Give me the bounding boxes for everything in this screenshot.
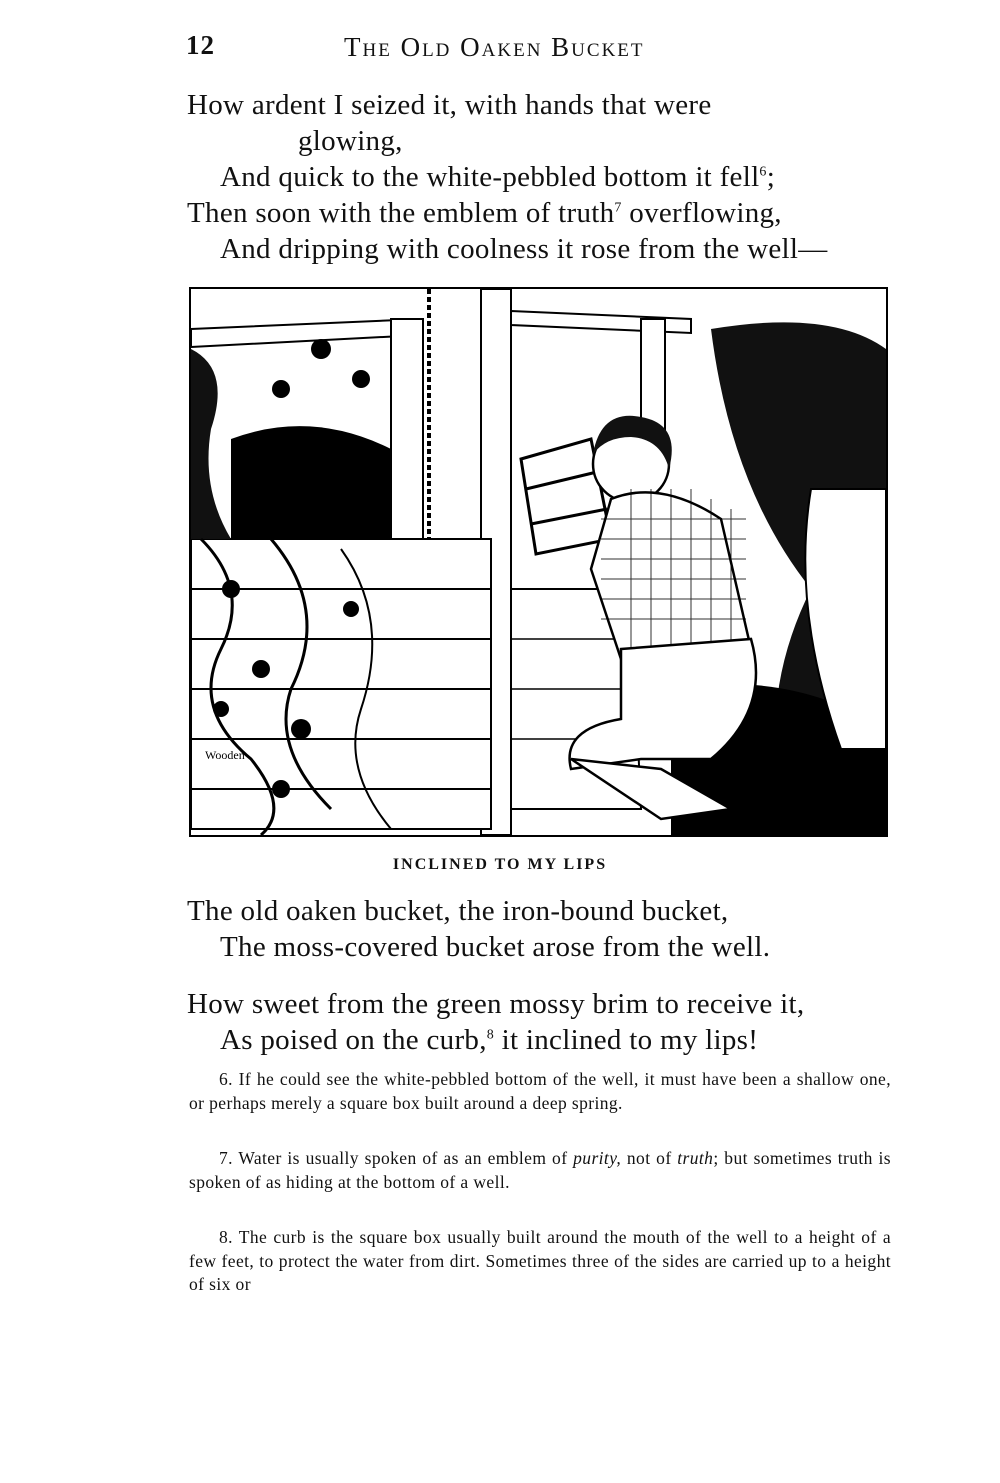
stanza1-line3-text: Then soon with the emblem of truth [187, 197, 615, 229]
illustration-boy-drinking-at-well [189, 287, 888, 837]
footnote-6-text: 6. If he could see the white-pebbled bottom of the well, it must have been a shallow one, or perhaps merely a square box built around a deep spring. [189, 1069, 891, 1113]
refrain-line2: The moss-covered bucket arose from the well. [220, 931, 771, 963]
stanza1-line1-wrap: glowing, [298, 125, 403, 157]
stanza1-line1: How ardent I seized it, with hands that were [187, 89, 712, 121]
footnote-ref-6: 6 [759, 164, 767, 180]
stanza1-line2-punct: ; [766, 161, 776, 193]
stanza2-line2 [220, 1022, 758, 1058]
footnote-7-purity: purity, [573, 1148, 622, 1168]
stanza2-line2-end: it inclined to my lips! [494, 1024, 759, 1056]
footnote-7-truth: truth [677, 1148, 714, 1168]
stanza1-line3-end: overflowing, [621, 197, 782, 229]
illustration-caption: INCLINED TO MY LIPS [392, 856, 608, 873]
footnote-7-text-c: ; but sometimes truth is spoken of as hiding at the bottom of a well. [189, 1148, 891, 1192]
running-header [186, 30, 892, 70]
stanza1-line2-text: And quick to the white-pebbled bottom it fell [220, 161, 760, 193]
stanza2-line2-text: As poised on the curb, [220, 1024, 487, 1056]
page-number: 12 [186, 30, 215, 60]
footnote-8 [189, 1226, 891, 1297]
running-title: The Old Oaken Bucket [344, 32, 645, 62]
stanza1-line4: And dripping with coolness it rose from the well— [220, 233, 828, 265]
stanza2-line1: How sweet from the green mossy brim to receive it, [187, 988, 805, 1020]
footnote-7-text-b: not of [621, 1148, 678, 1168]
footnote-8-text: 8. The curb is the square box usually built around the mouth of the well to a height of a few feet, to protect the water from dirt. Sometimes three of the sides are carried up to a height of six or [189, 1227, 891, 1294]
stanza1-line3 [187, 195, 782, 231]
illustration-drawing [191, 289, 886, 835]
footnote-7 [189, 1147, 891, 1194]
refrain-line1: The old oaken bucket, the iron-bound bucket, [187, 895, 729, 927]
footnote-6 [189, 1068, 891, 1115]
footnote-7-text-a: 7. Water is usually spoken of as an emblem of [219, 1148, 574, 1168]
stanza1-line2 [220, 159, 775, 195]
footnote-ref-7: 7 [614, 200, 622, 216]
illustrator-signature: Wooden [205, 748, 245, 762]
footnote-ref-8: 8 [486, 1027, 495, 1043]
